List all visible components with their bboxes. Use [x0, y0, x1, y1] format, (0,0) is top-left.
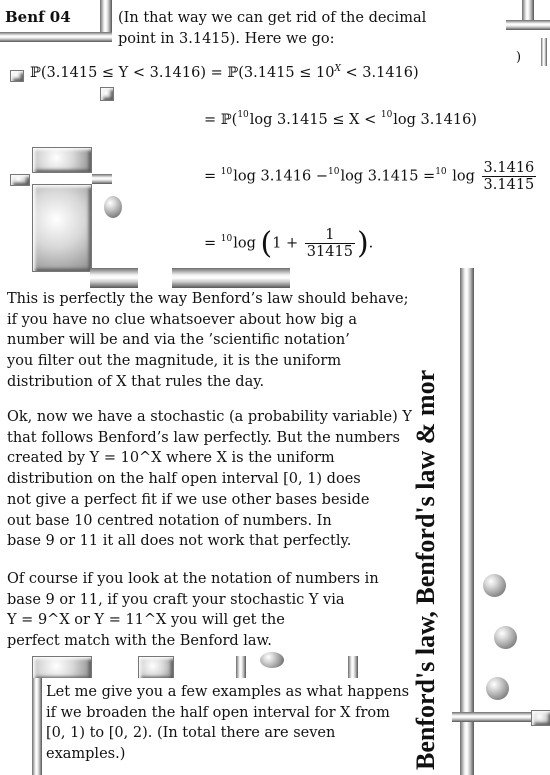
- eq1-lhs: ℙ(3.1415 ≤ Y < 3.1416) = ℙ(3.1415 ≤ 10: [30, 64, 335, 81]
- bevel-bar-mid-1: [90, 268, 138, 288]
- paragraph-3-line: base 9 or 11, if you craft your stochastic Y via: [7, 591, 345, 608]
- slide-badge: [0, 0, 100, 32]
- intro-line-2: point in 3.1415). Here we go:: [118, 31, 335, 47]
- bevel-bar-right-cross: [506, 20, 550, 30]
- eq2-base-2: 10: [380, 110, 393, 120]
- eq3-fraction: [482, 160, 537, 193]
- eq3-d: log: [447, 168, 475, 185]
- paragraph-1-line: number will be and via the ’scientific notation’: [7, 332, 350, 349]
- sphere-5: [260, 652, 284, 668]
- eq4-b: log: [233, 235, 256, 252]
- paragraph-4-line: [0, 1) to [0, 2). (In total there are seven: [46, 725, 336, 742]
- eq3-a: =: [204, 168, 221, 185]
- bevel-bar-top-right: [522, 0, 534, 20]
- equation-3: [204, 160, 538, 193]
- equation-4: [204, 226, 373, 261]
- stray-glyph: ): [516, 50, 522, 65]
- eq4-end: .: [368, 235, 374, 252]
- examples-box: [42, 678, 410, 775]
- eq1-exponent: X: [334, 64, 341, 74]
- paragraph-4-line: Let me give you a few examples as what happens: [46, 684, 410, 700]
- vertical-title: [406, 250, 446, 770]
- paragraph-1-line: distribution of X that rules the day.: [7, 373, 265, 390]
- paragraph-4-line: if we broaden the half open interval for X from: [46, 704, 390, 721]
- bevel-block-1: [32, 147, 92, 173]
- eq2-c: log 3.1416): [393, 112, 477, 128]
- paragraph-1-line: you filter out the magnitude, it is the uniform: [7, 353, 342, 370]
- paragraph-2-line: out base 10 centred notation of numbers. In: [7, 512, 332, 529]
- eq2-base-1: 10: [237, 110, 249, 120]
- eq3-base-2: 10: [327, 166, 340, 177]
- paragraph-2-line: created by Y = 10^X where X is the uniform: [7, 450, 335, 467]
- sphere-1: [104, 196, 122, 218]
- eq4-a: =: [204, 235, 221, 252]
- bevel-bar-right-long: [460, 268, 474, 775]
- bevel-block-bottom-2: [138, 656, 174, 680]
- eq4-fraction: [305, 227, 355, 260]
- eq4-one: 1 +: [272, 235, 299, 252]
- slide-badge-label: Benf 04: [5, 8, 71, 26]
- paragraph-2: [7, 407, 412, 552]
- paragraph-2-line: base 9 or 11 it all does not work that perfectly.: [7, 533, 352, 550]
- eq3-denominator: 3.1415: [483, 177, 535, 193]
- eq4-denominator: 31415: [306, 244, 353, 260]
- eq4-base: 10: [220, 233, 233, 244]
- equation-2: [204, 112, 477, 128]
- bevel-bar-right-stub: [541, 38, 547, 66]
- eq1-tail: < 3.1416): [340, 64, 419, 81]
- paragraph-1-line: if you have no clue whatsoever about how big a: [7, 311, 358, 328]
- bevel-block-bottom-1: [32, 656, 92, 680]
- paragraph-3: [7, 569, 379, 652]
- paragraph-2-line: distribution on the half open interval [0, 1) does: [7, 471, 361, 488]
- equation-1: [30, 64, 419, 81]
- bevel-bar-mid-left: [92, 174, 112, 184]
- bevel-bar-header: [0, 32, 112, 42]
- eq3-base-3: 10: [435, 166, 447, 177]
- paragraph-2-line: Ok, now we have a stochastic (a probability variable) Y: [7, 409, 412, 425]
- eq3-c: log 3.1415 =: [340, 168, 436, 185]
- eq2-b: log 3.1415 ≤ X <: [249, 112, 381, 128]
- bevel-bar-mid-2: [172, 268, 290, 288]
- sphere-4: [486, 677, 509, 700]
- eq4-numerator: 1: [305, 227, 355, 244]
- bevel-block-small-3: [10, 174, 30, 186]
- bevel-block-small-2: [100, 87, 114, 101]
- bevel-bar-bottom-1: [236, 656, 246, 680]
- bevel-block-2: [32, 184, 92, 272]
- eq3-b: log 3.1416 −: [233, 168, 328, 185]
- paragraph-3-line: Y = 9^X or Y = 11^X you will get the: [7, 612, 285, 629]
- bevel-bar-bottom-2: [348, 656, 358, 680]
- eq2-a: = ℙ(: [204, 112, 238, 128]
- sphere-3: [494, 626, 517, 649]
- paragraph-2-line: that follows Benford’s law perfectly. But the numbers: [7, 429, 400, 446]
- paragraph-4-line: examples.): [46, 746, 126, 763]
- paragraph-2-line: not give a perfect fit if we use other bases beside: [7, 491, 370, 508]
- eq4-close-paren: ): [356, 226, 369, 261]
- eq3-base-1: 10: [220, 166, 233, 177]
- eq4-open-paren: (: [260, 226, 273, 261]
- paragraph-3-line: perfect match with the Benford law.: [7, 633, 272, 650]
- bevel-bar-bottom-left: [32, 678, 42, 775]
- paragraph-1: [7, 289, 408, 393]
- sphere-2: [483, 574, 506, 597]
- eq3-numerator: 3.1416: [483, 160, 535, 176]
- bevel-block-right-lower: [531, 710, 550, 726]
- intro-line-1: (In that way we can get rid of the decimal: [118, 10, 427, 26]
- paragraph-1-line: This is perfectly the way Benford’s law should behave;: [7, 291, 409, 307]
- vertical-title-text: Benford's law, Benford's law & mor: [411, 369, 440, 770]
- bevel-block-small-1: [10, 70, 24, 82]
- paragraph-3-line: Of course if you look at the notation of numbers in: [7, 571, 379, 587]
